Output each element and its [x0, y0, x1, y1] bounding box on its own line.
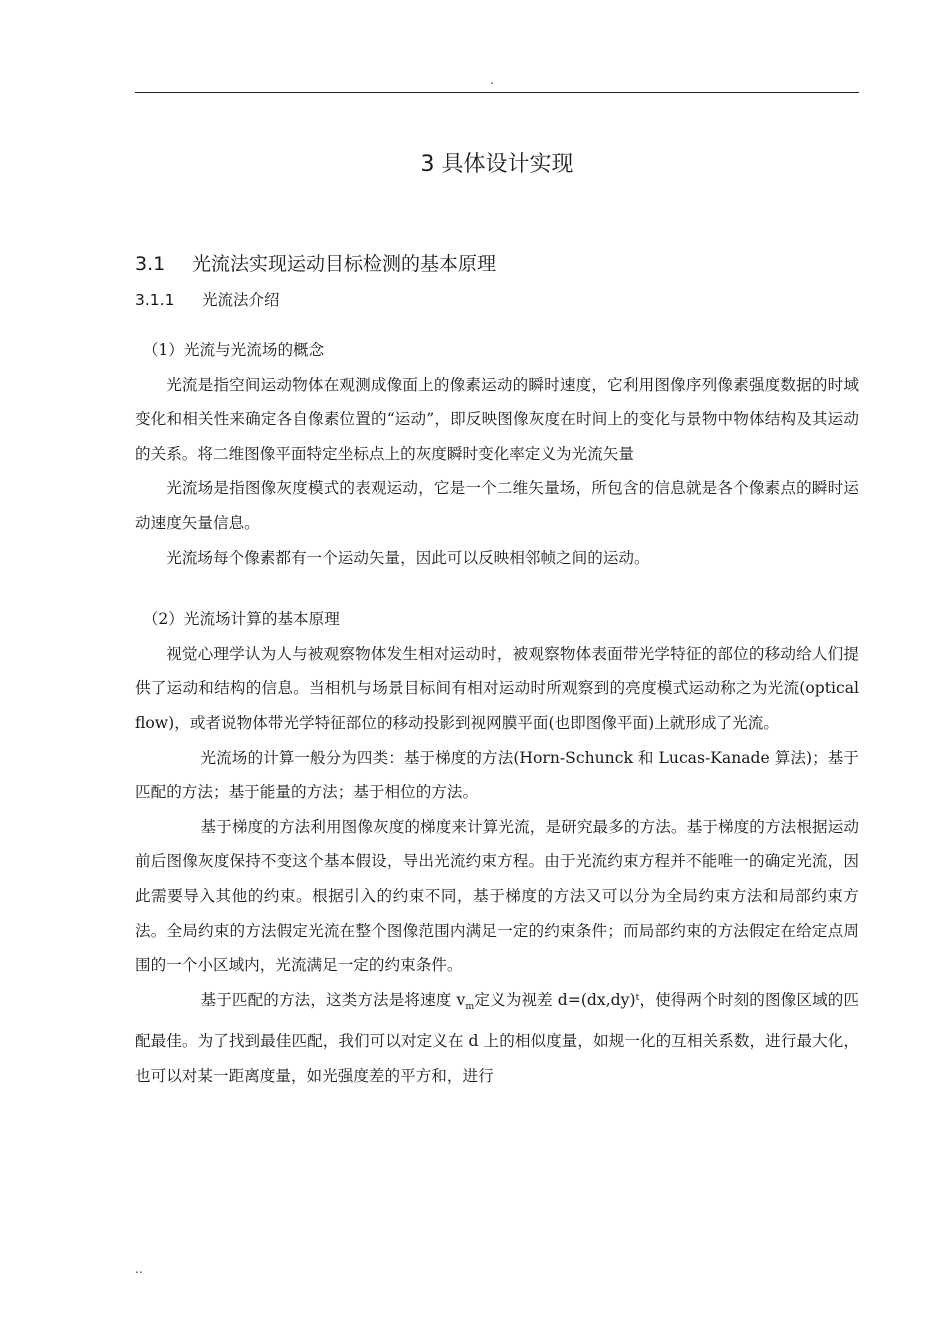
- part2-paragraph-1: 视觉心理学认为人与被观察物体发生相对运动时，被观察物体表面带光学特征的部位的移动给人们提供了运动和结构的信息。当相机与场景目标间有相对运动时所观察到的亮度模式运动称之为光流(optical flow)，或者说物体带光学特征部位的移动投影到视网膜平面(也即图像平面)上就形成了光流。: [135, 644, 859, 732]
- paragraph-gap: [135, 575, 859, 602]
- part2-paragraph-3: 基于梯度的方法利用图像灰度的梯度来计算光流，是研究最多的方法。基于梯度的方法根据运动前后图像灰度保持不变这个基本假设，导出光流约束方程。由于光流约束方程并不能唯一的确定光流，因此需要导入其他的约束。根据引入的约束不同，基于梯度的方法又可以分为全局约束方法和局部约束方法。全局约束的方法假定光流在整个图像范围内满足一定的约束条件；而局部约束的方法假定在给定点周围的一个小区域内，光流满足一定的约束条件。: [135, 817, 859, 975]
- part2-heading: （2）光流场计算的基本原理: [142, 610, 340, 629]
- part1-paragraph-2: 光流场是指图像灰度模式的表观运动，它是一个二维矢量场，所包含的信息就是各个像素点的瞬时运动速度矢量信息。: [135, 479, 859, 532]
- part1-paragraph-1: 光流是指空间运动物体在观测成像面上的像素运动的瞬时速度，它利用图像序列像素强度数据的时域变化和相关性来确定各自像素位置的“运动”，即反映图像灰度在时间上的变化与景物中物体结构及其运动的关系。将二维图像平面特定坐标点上的灰度瞬时变化率定义为光流矢量: [135, 375, 859, 463]
- subsection-title: 光流法介绍: [202, 291, 280, 309]
- part2-p4-after: 定义为视差 d=(dx,dy)ᵗ，使得两个时刻的图像区域的匹配最佳。为了找到最佳匹配，我们可以对定义在 d 上的相似度量，如规一化的互相关系数，进行最大化，也可以对某一距离度量，如光强度差的平方和，进行: [135, 990, 859, 1085]
- header-mark: .: [490, 73, 494, 87]
- body-text: [135, 333, 859, 1094]
- section-title: 光流法实现运动目标检测的基本原理: [192, 253, 497, 275]
- footer-mark: ..: [135, 1262, 143, 1276]
- part1-paragraph-3: 光流场每个像素都有一个运动矢量，因此可以反映相邻帧之间的运动。: [166, 548, 650, 567]
- part2-paragraph-2: 光流场的计算一般分为四类：基于梯度的方法(Horn-Schunck 和 Lucas-Kanade 算法)；基于匹配的方法；基于能量的方法；基于相位的方法。: [135, 748, 859, 802]
- velocity-subscript: m: [465, 1000, 475, 1012]
- part1-heading: （1）光流与光流场的概念: [142, 341, 325, 359]
- subsection-number: 3.1.1: [135, 291, 175, 309]
- header-rule: [135, 92, 859, 93]
- part2-paragraph-4: [135, 983, 859, 1094]
- chapter-title: 3 具体设计实现: [420, 152, 574, 177]
- part2-p4-before: 基于匹配的方法，这类方法是将速度 v: [200, 990, 466, 1009]
- section-heading: [135, 250, 496, 278]
- section-number: 3.1: [135, 253, 166, 275]
- subsection-heading: [135, 288, 280, 312]
